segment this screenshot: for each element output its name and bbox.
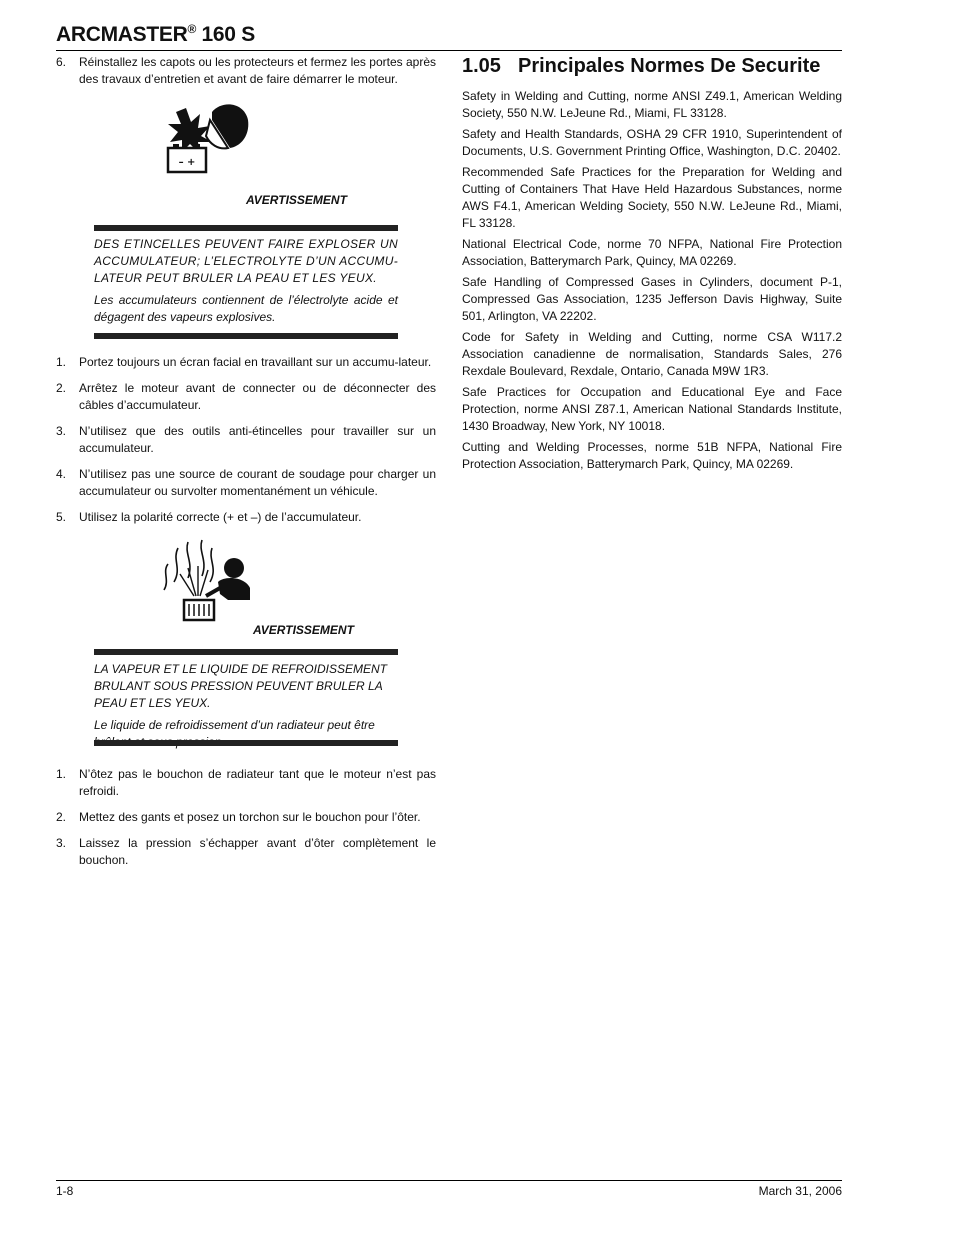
warning-bottom-bar <box>94 333 398 339</box>
list-item: 6. Réinstallez les capots ou les protecteurs et fermez les portes après des travaux d’entretien et avant de faire démarrer le moteur. <box>56 55 436 86</box>
standard-reference: Safe Practices for Occupation and Educational Eye and Face Protection, norme ANSI Z87.1, American National Standards Institute, 1430 Broadway, New York, NY 10018. <box>462 385 842 433</box>
warning-text: LA VAPEUR ET LE LIQUIDE DE REFROIDISSEMENT BRULANT SOUS PRESSION PEUVENT BRULER LA PEAU ET LES YEUX. Le liquide de refroidissement d’un radiateur peut être <box>94 662 387 732</box>
document-date: March 31, 2006 <box>758 1184 842 1198</box>
warning-top-bar <box>94 649 398 655</box>
svg-text:– +: – + <box>178 157 196 168</box>
list-item: 3. N’utilisez que des outils anti-étincelles pour travailler sur un accumulateur. <box>56 424 436 455</box>
footer-rule <box>56 1180 842 1181</box>
standard-reference: Safety and Health Standards, OSHA 29 CFR 1910, Superintendent of Documents, U.S. Government Printing Office, Washington, D.C. 20402. <box>462 127 842 158</box>
section-heading: 1.05 Principales Normes De Securite <box>462 55 821 77</box>
standard-reference: Safety in Welding and Cutting, norme ANSI Z49.1, American Welding Society, 550 N.W. LeJeune Rd., Miami, FL 33128. <box>462 89 842 120</box>
battery-explosion-icon <box>164 96 254 180</box>
warning-top-bar <box>94 225 398 231</box>
list-item: 1. N’ôtez pas le bouchon de radiateur tant que le moteur n’est pas refroidi. <box>56 767 436 798</box>
battery-warning-block <box>56 88 436 338</box>
list-item: 2. Arrêtez le moteur avant de connecter ou de déconnecter des câbles d’accumulateur. <box>56 381 436 412</box>
list-item: 4. N’utilisez pas une source de courant de soudage pour charger un accumulateur ou survolter momentanément un véhicule. <box>56 467 436 498</box>
coolant-warning-block <box>56 526 436 758</box>
standard-reference: Code for Safety in Welding and Cutting, norme CSA W117.2 Association canadienne de normalisation, Standards Sales, 276 Rexdale Boulevard, Rexdale, Ontario, Canada M9W 1R3. <box>462 330 842 378</box>
coolant-instructions-list <box>56 766 436 869</box>
battery-instructions-list <box>56 354 436 526</box>
list-item: 2. Mettez des gants et posez un torchon sur le bouchon pour l’ôter. <box>56 810 421 824</box>
list-item: 1. Portez toujours un écran facial en travaillant sur un accumu-lateur. <box>56 355 432 369</box>
standard-reference: Safe Handling of Compressed Gases in Cylinders, document P-1, Compressed Gas Association, 1235 Jefferson Davis Highway, Suite 501, Arlington, VA 22202. <box>462 275 842 323</box>
hot-coolant-icon <box>158 538 258 624</box>
right-column <box>462 54 842 477</box>
warning-bottom-bar <box>94 740 398 746</box>
left-column <box>56 54 436 869</box>
list-item: 5. Utilisez la polarité correcte (+ et –) de l’accumulateur. <box>56 510 362 524</box>
standard-reference: Cutting and Welding Processes, norme 51B NFPA, National Fire Protection Association, Batterymarch Park, Quincy, MA 02269. <box>462 440 842 471</box>
page-number: 1-8 <box>56 1184 74 1198</box>
standard-reference: Recommended Safe Practices for the Preparation for Welding and Cutting of Containers That Have Held Hazardous Substances, norme AWS F4.1, American Welding Society, 550 N.W. LeJeune Rd., Miami, FL 33128. <box>462 165 842 230</box>
warning-label: AVERTISSEMENT <box>246 193 347 207</box>
list-item: 3. Laissez la pression s’échapper avant d’ôter complètement le bouchon. <box>56 836 436 867</box>
standard-reference: National Electrical Code, norme 70 NFPA, National Fire Protection Association, Batterymarch Park, Quincy, MA 02269. <box>462 237 842 268</box>
header-rule <box>56 50 842 51</box>
warning-label: AVERTISSEMENT <box>253 623 354 637</box>
warning-text: DES ETINCELLES PEUVENT FAIRE EXPLOSER UN ACCUMULATEUR; L’ELECTROLYTE D’UN ACCUMU-LATEUR PEUT BRULER LA PEAU ET LES YEUX. Les accumulateurs contiennent de l’électrolyte acide et dégagent des vapeurs explosives. <box>94 237 398 324</box>
document-title: ARCMASTER® 160 S <box>56 22 255 46</box>
